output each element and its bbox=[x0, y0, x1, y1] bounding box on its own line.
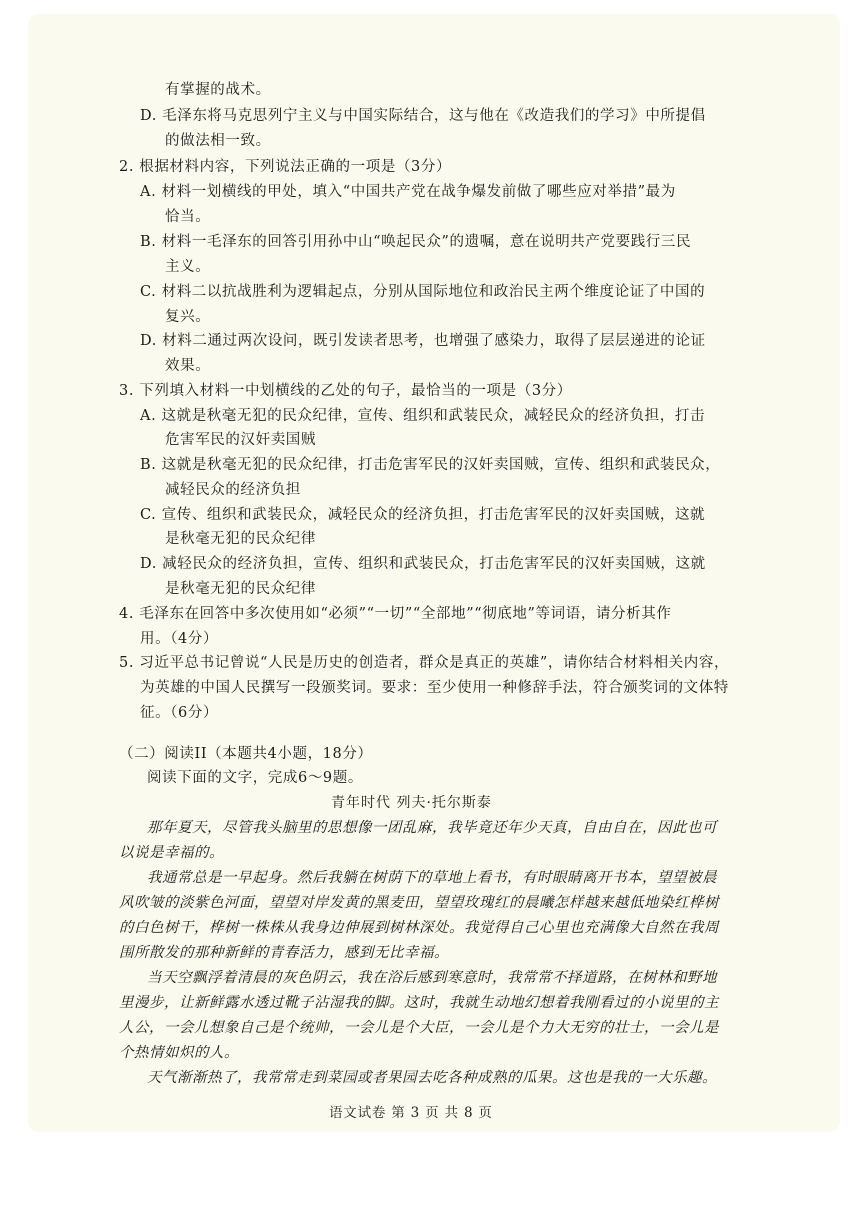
text-line: 是秋毫无犯的民众纪律 bbox=[165, 581, 316, 597]
question-3: 3. 下列填入材料一中划横线的乙处的句子，最恰当的一项是（3分） bbox=[119, 383, 572, 399]
passage-line: 那年夏天，尽管我头脑里的思想像一团乱麻，我毕竟还年少天真，自由自在，因此也可 bbox=[147, 820, 717, 836]
text-line: 用。（4分） bbox=[140, 631, 219, 647]
text-line: 征。（6分） bbox=[140, 705, 219, 721]
option-line: B. 材料一毛泽东的回答引用孙中山“唤起民众”的遗嘱，意在说明共产党要践行三民 bbox=[140, 234, 692, 250]
passage-line: 围所散发的那种新鲜的青春活力，感到无比幸福。 bbox=[119, 945, 449, 961]
passage-line: 以说是幸福的。 bbox=[119, 845, 224, 861]
option-line: A. 材料一划横线的甲处，填入“中国共产党在战争爆发前做了哪些应对举措”最为 bbox=[140, 184, 676, 200]
text-line: 主义。 bbox=[165, 259, 211, 275]
page-footer: 语文试卷 第 3 页 共 8 页 bbox=[329, 1105, 493, 1121]
passage-line: 我通常总是一早起身。然后我躺在树荫下的草地上看书，有时眼睛离开书本，望望被晨 bbox=[147, 870, 717, 886]
passage-line: 天气渐渐热了，我常常走到菜园或者果园去吃各种成熟的瓜果。这也是我的一大乐趣。 bbox=[147, 1070, 717, 1086]
option-line: D. 减轻民众的经济负担，宣传、组织和武装民众，打击危害军民的汉奸卖国贼，这就 bbox=[140, 556, 706, 572]
passage-line: 的白色树干，桦树一株株从我身边伸展到树林深处。我觉得自己心里也充满像大自然在我周 bbox=[119, 920, 719, 936]
option-line: B. 这就是秋毫无犯的民众纪律，打击危害军民的汉奸卖国贼，宣传、组织和武装民众， bbox=[140, 457, 721, 473]
passage-line: 个热情如炽的人。 bbox=[119, 1045, 239, 1061]
passage-title: 青年时代 列夫·托尔斯泰 bbox=[331, 795, 492, 811]
question-4: 4. 毛泽东在回答中多次使用如“必须”“一切”“全部地”“彻底地”等词语，请分析其作 bbox=[119, 606, 672, 622]
text-line: 有掌握的战术。 bbox=[165, 82, 271, 98]
passage-line: 风吹皱的淡紫色河面，望望对岸发黄的黑麦田，望望玫瑰红的晨曦怎样越来越低地染红桦树 bbox=[119, 895, 719, 911]
exam-page bbox=[28, 14, 840, 1132]
option-line: D. 毛泽东将马克思列宁主义与中国实际结合，这与他在《改造我们的学习》中所提倡 bbox=[140, 108, 706, 124]
question-2: 2. 根据材料内容，下列说法正确的一项是（3分） bbox=[119, 159, 452, 175]
text-line: 是秋毫无犯的民众纪律 bbox=[165, 531, 316, 547]
text-line: 减轻民众的经济负担 bbox=[165, 482, 301, 498]
text-line: 效果。 bbox=[165, 358, 211, 374]
passage-line: 人公，一会儿想象自己是个统帅，一会儿是个大臣，一会儿是个力大无穷的壮士，一会儿是 bbox=[119, 1020, 719, 1036]
text-line: 复兴。 bbox=[165, 309, 211, 325]
section-heading: （二）阅读II（本题共4小题，18分） bbox=[119, 746, 373, 762]
option-line: D. 材料二通过两次设问，既引发读者思考，也增强了感染力，取得了层层递进的论证 bbox=[140, 333, 706, 349]
text-line: 的做法相一致。 bbox=[165, 133, 271, 149]
passage-line: 当天空飘浮着清晨的灰色阴云，我在浴后感到寒意时，我常常不择道路，在树林和野地 bbox=[147, 970, 717, 986]
question-5: 5. 习近平总书记曾说“人民是历史的创造者，群众是真正的英雄”，请你结合材料相关内容， bbox=[119, 655, 730, 671]
section-instruction: 阅读下面的文字，完成6～9题。 bbox=[147, 770, 363, 786]
option-line: A. 这就是秋毫无犯的民众纪律，宣传、组织和武装民众，减轻民众的经济负担，打击 bbox=[140, 408, 706, 424]
passage-line: 里漫步，让新鲜露水透过靴子沾湿我的脚。这时，我就生动地幻想着我刚看过的小说里的主 bbox=[119, 995, 719, 1011]
option-line: C. 宣传、组织和武装民众，减轻民众的经济负担，打击危害军民的汉奸卖国贼，这就 bbox=[140, 507, 706, 523]
option-line: C. 材料二以抗战胜利为逻辑起点，分别从国际地位和政治民主两个维度论证了中国的 bbox=[140, 284, 706, 300]
text-line: 为英雄的中国人民撰写一段颁奖词。要求：至少使用一种修辞手法，符合颁奖词的文体特 bbox=[140, 680, 729, 696]
text-line: 危害军民的汉奸卖国贼 bbox=[165, 432, 316, 448]
text-line: 恰当。 bbox=[165, 209, 211, 225]
